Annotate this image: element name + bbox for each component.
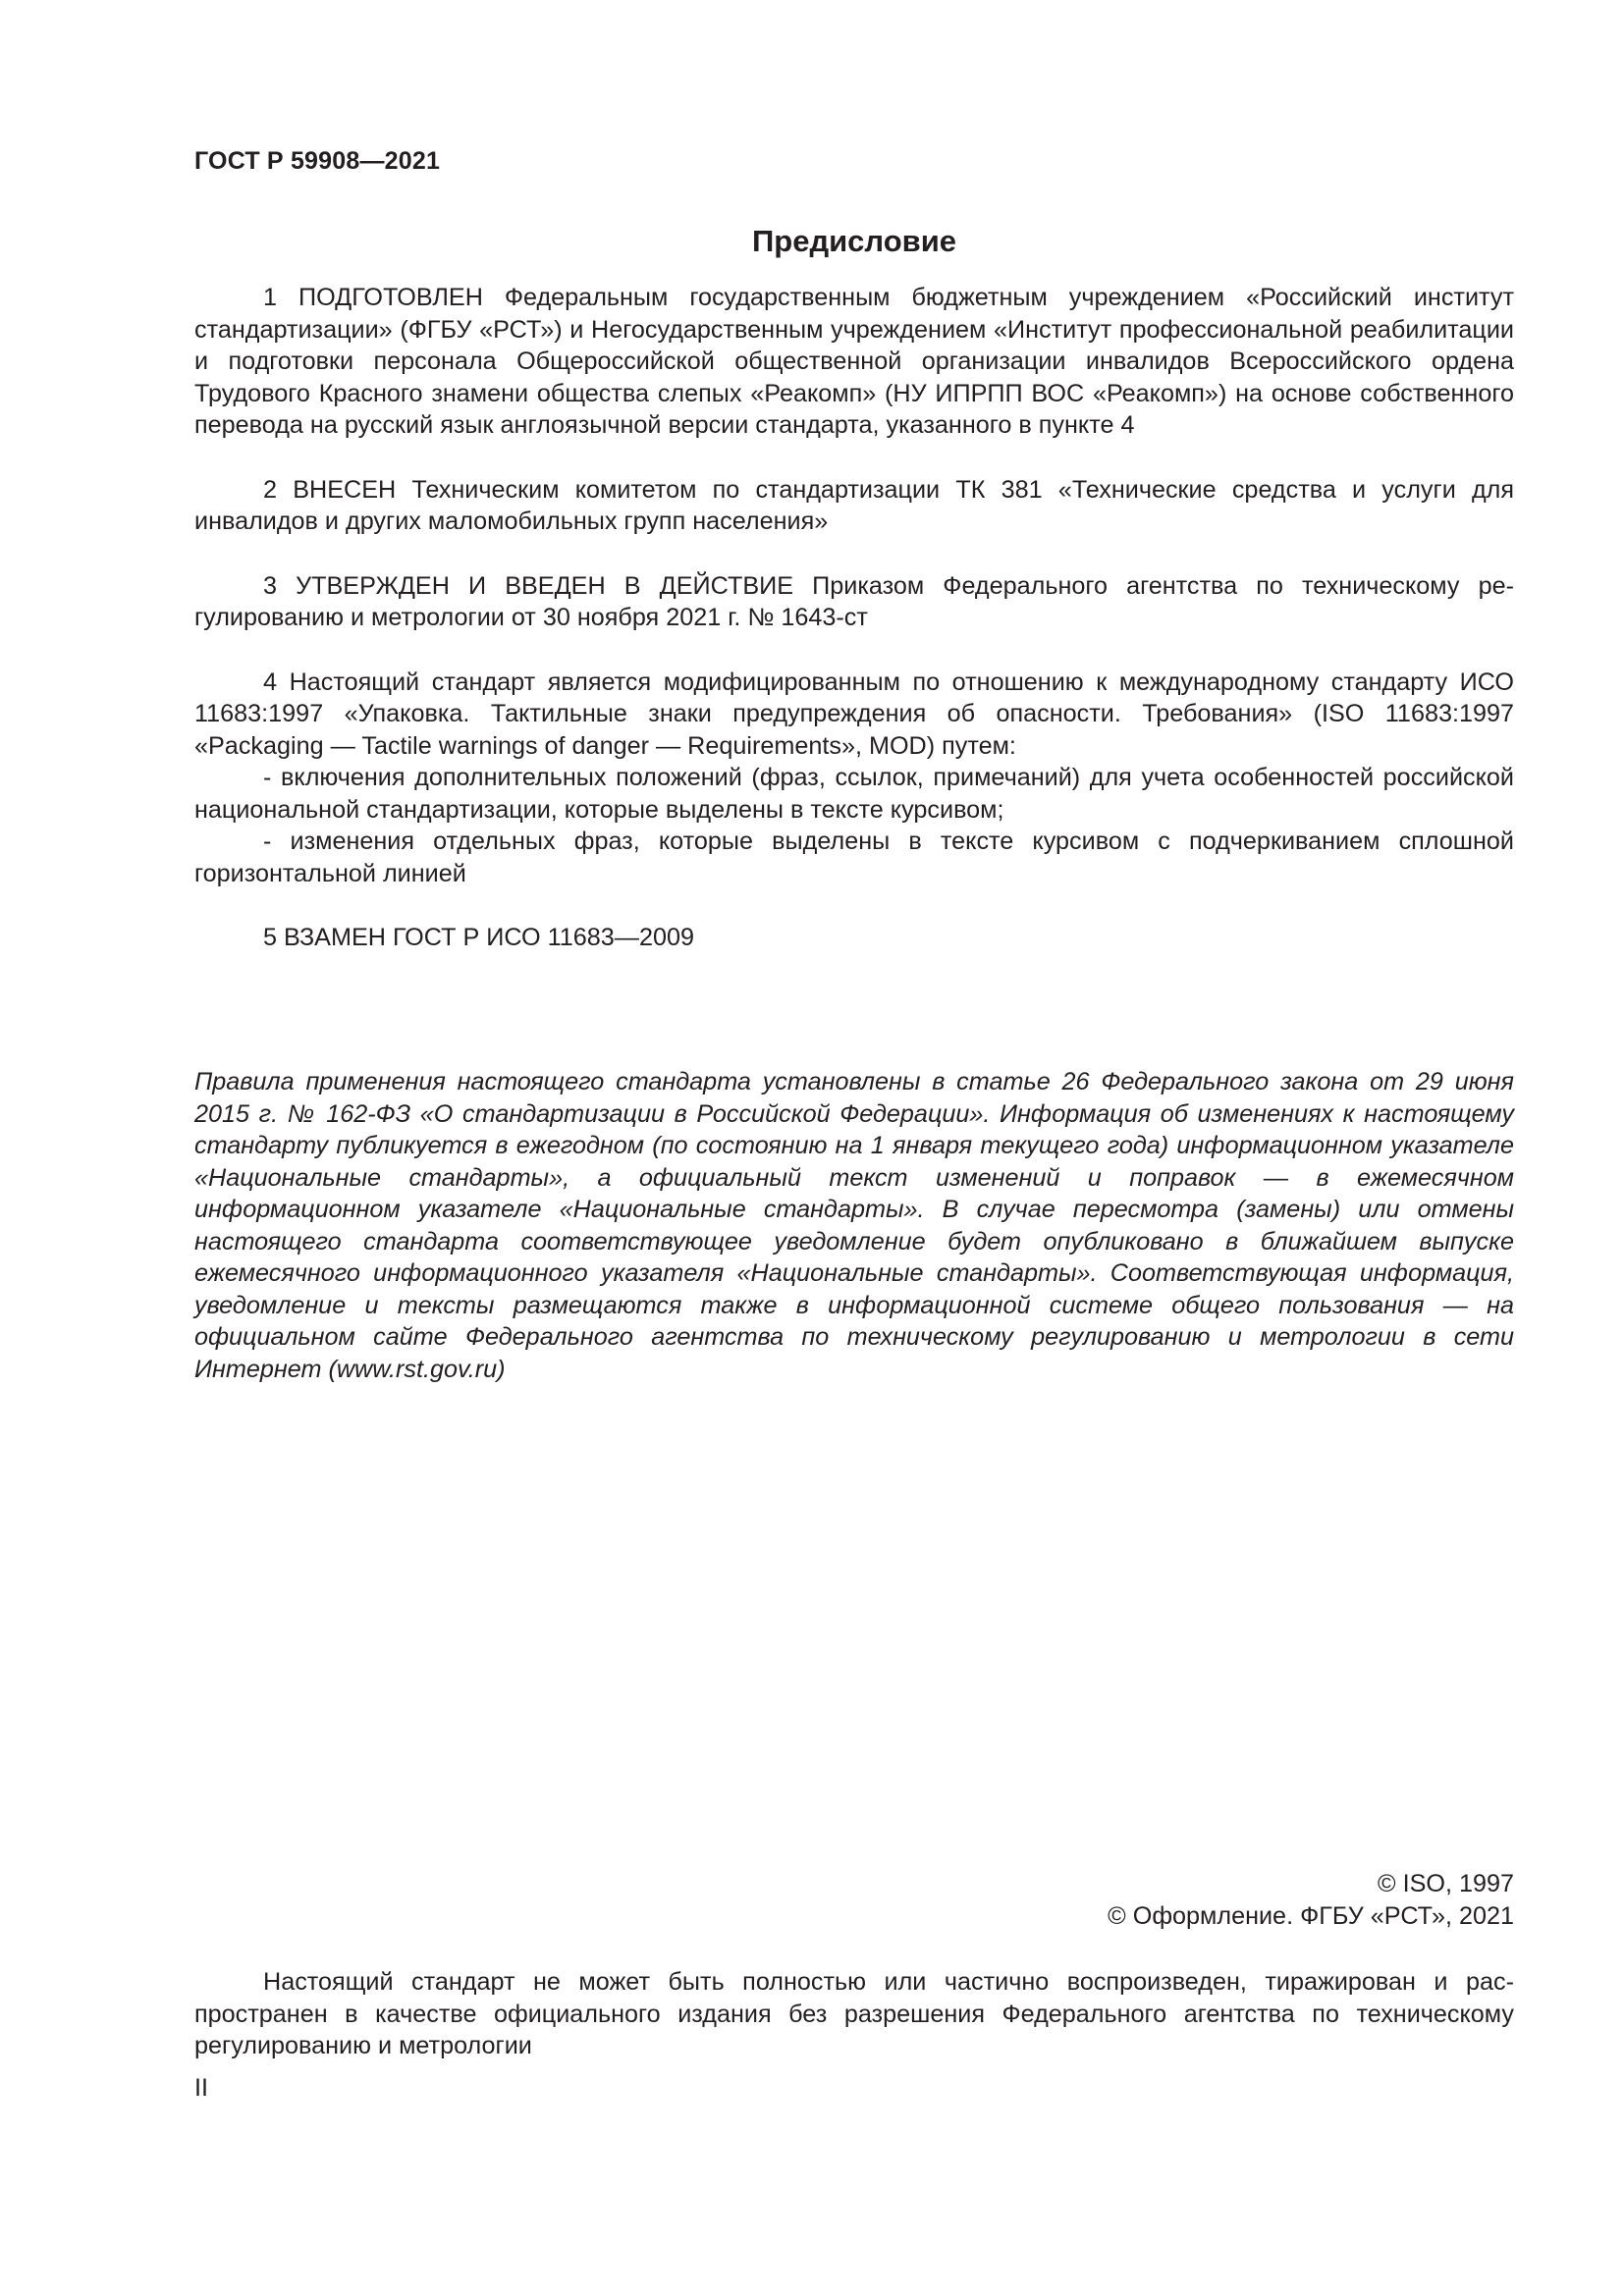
copyright-iso: © ISO, 1997 bbox=[1378, 1870, 1514, 1897]
document-code: ГОСТ Р 59908—2021 bbox=[194, 147, 441, 175]
page-number: II bbox=[194, 2074, 208, 2102]
copyright-block bbox=[1108, 1868, 1514, 1933]
rules-paragraph: Правила применения настоящего стандарта установлены в статье 26 Федерального закона от 29 июня 2015 г. № 162-ФЗ «О стандартизации в Российской Федерации». Информация об изменениях к настоящему стандарту публикуется в ежегодном (по состоянию на 1 января текущего года) информационном указателе «Национальные стандарты», а официальный текст изменений и поправок — в ежемесячном информационном указателе «Национальные стандарты». В случае пересмотра (замены) или отмены настоящего стандарта соответствующее уведомление будет опубликовано в ближайшем выпуске ежемесячного информационного указателя «Национальные стандарты». Соответствующая информация, уведомление и тексты размещаются также в информационной системе общего пользования — на официальном сайте Федерального агентства по техническому регулированию и метрологии в сети Интернет (www.rst.gov.ru) bbox=[194, 1068, 1514, 1383]
preface-item-4-sub-1: - включения дополнительных положений (фраз, ссылок, примечаний) для учета особенностей российской национальной стандартизации, которые выделены в тексте курсивом; bbox=[194, 764, 1514, 824]
reproduction-notice: Настоящий стандарт не может быть полностью или частично воспроизведен, тиражирован и распространен в качестве официального издания без разрешения Федерального агентства по техническому регулированию и метрологии bbox=[194, 1968, 1514, 2059]
preface-title: Предисловие bbox=[751, 224, 956, 258]
preface-item-4-sub-2: - изменения отдельных фраз, которые выделены в тексте курсивом с подчеркиванием сплошной горизонтальной линией bbox=[194, 828, 1514, 887]
preface-item-2: 2 ВНЕСЕН Техническим комитетом по стандартизации ТК 381 «Технические средства и услуги для инвалидов и других маломобильных групп населения» bbox=[194, 475, 1514, 535]
preface-item-5: 5 ВЗАМЕН ГОСТ Р ИСО 11683—2009 bbox=[263, 924, 695, 951]
preface-item-3: 3 УТВЕРЖДЕН И ВВЕДЕН В ДЕЙСТВИЕ Приказом Федерального агентства по техническому регулированию и метрологии от 30 ноября 2021 г. № 1643-ст bbox=[194, 571, 1514, 631]
preface-item-4-intro: 4 Настоящий стандарт является модифицированным по отношению к международному стандарту ИСО 11683:1997 «Упаковка. Тактильные знаки предупреждения об опасности. Требования» (ISO 11683:1997 «Packaging — Tactile warnings of danger — Requirements», MOD) путем: bbox=[194, 667, 1514, 760]
copyright-design: © Оформление. ФГБУ «РСТ», 2021 bbox=[1108, 1902, 1514, 1930]
preface-item-1: 1 ПОДГОТОВЛЕН Федеральным государственным бюджетным учреждением «Российский институт стандартизации» (ФГБУ «РСТ») и Негосударственным учреждением «Институт профессиональной реабилитации и подготовки персонала Общероссийской общественной организации инвалидов Всероссийского ордена Трудового Красного знамени общества слепых «Реакомп» (НУ ИПРПП ВОС «Реакомп») на основе собственного перевода на русский язык англоязычной версии стандарта, указанного в пункте 4 bbox=[194, 284, 1514, 439]
preface-body bbox=[194, 282, 1514, 954]
preface-item-4 bbox=[194, 667, 1514, 890]
